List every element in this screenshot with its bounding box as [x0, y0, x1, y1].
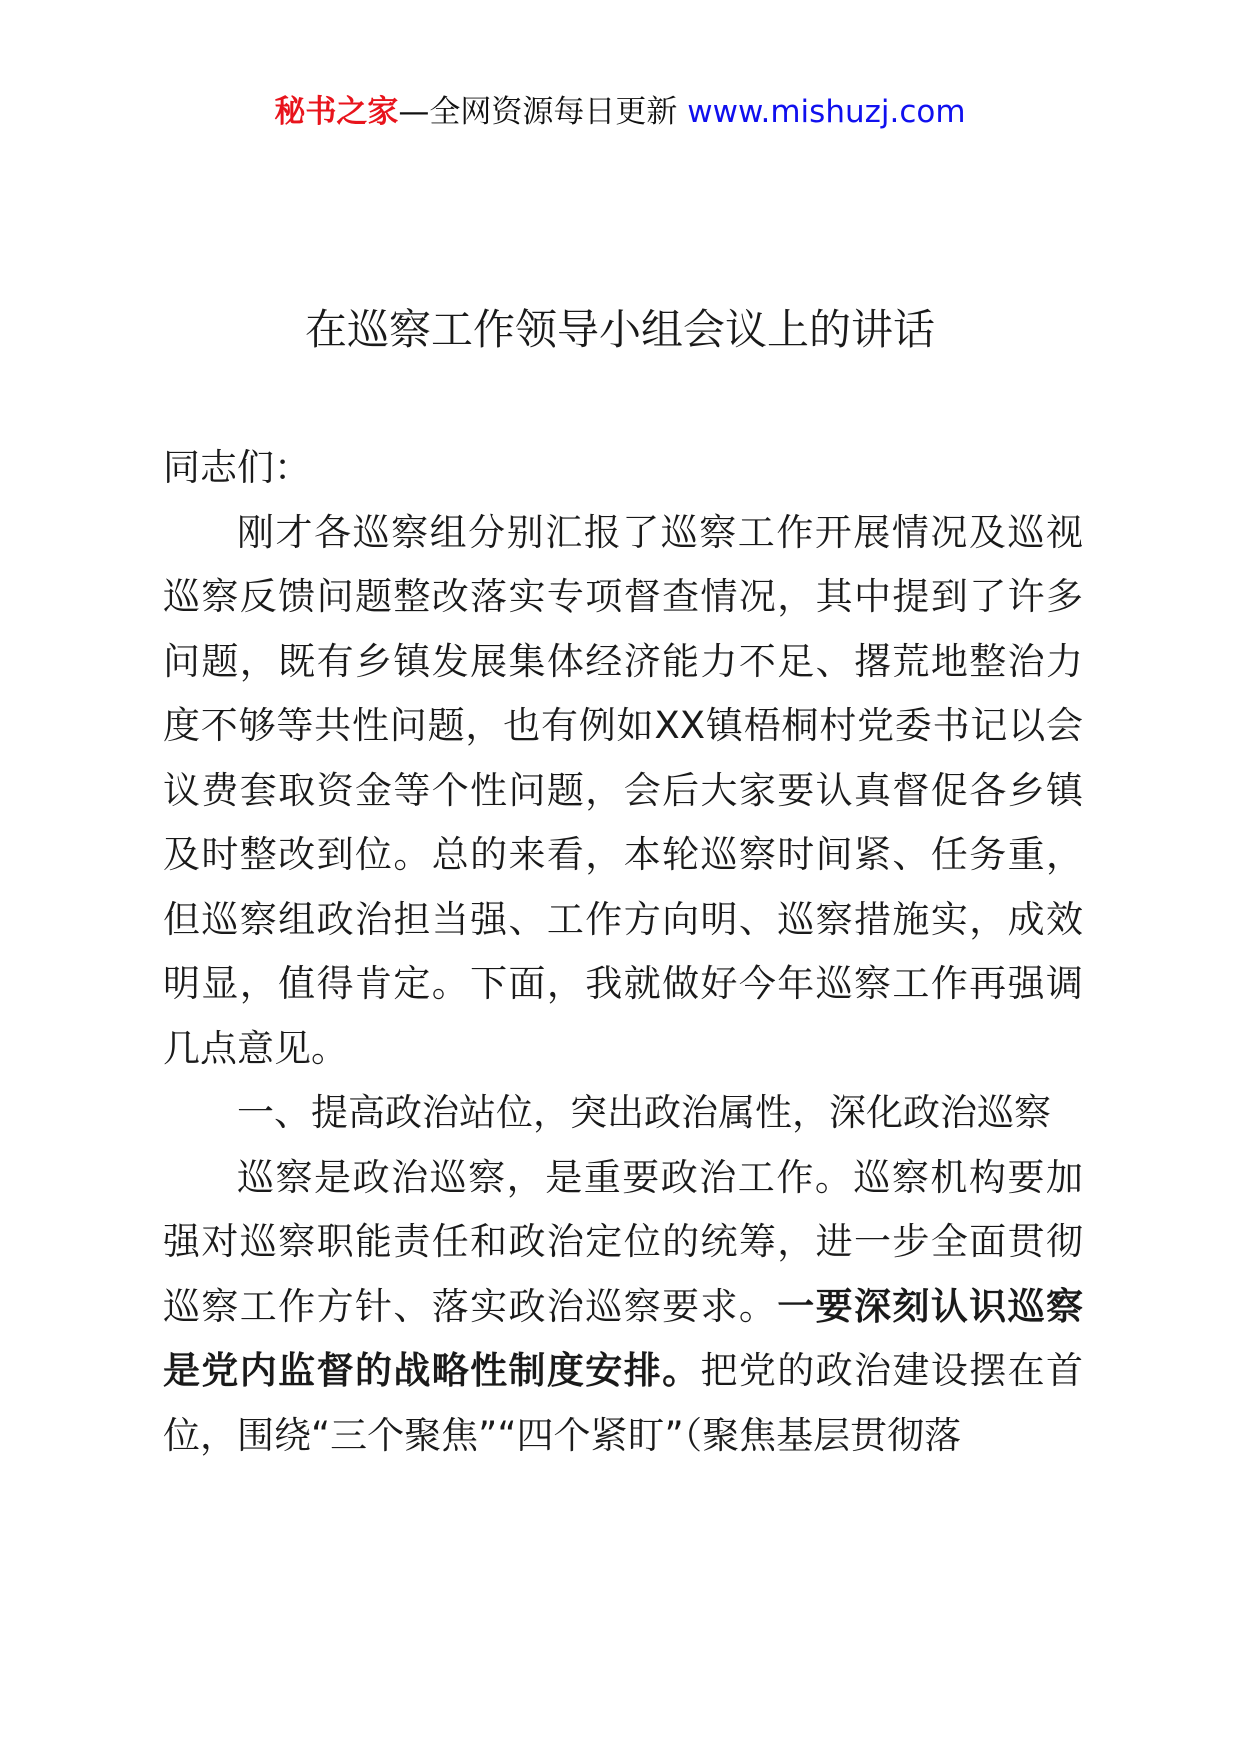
banner-slogan: —全网资源每日更新	[398, 94, 678, 130]
paragraph-text: 巡察是政治巡察，是重要政治工作。巡察机构要加强对巡察职能责任和政治定位的统筹，进一步全面贯彻巡察工作方针、落实政治巡察要求。	[163, 1155, 1083, 1328]
document-body	[163, 436, 1083, 1468]
paragraph-section-1	[163, 1146, 1083, 1469]
document-title: 在巡察工作领导小组会议上的讲话	[304, 305, 935, 354]
section-heading-1: 一、提高政治站位，突出政治属性，深化政治巡察	[237, 1091, 1051, 1134]
salutation: 同志们：	[163, 446, 311, 489]
paragraph-text-continued: 把党的政治建设摆在首位，围绕“三个聚焦”“四个紧盯”（聚焦基层贯彻落	[163, 1349, 1084, 1457]
brand-name: 秘书之家	[274, 94, 399, 130]
site-url-link[interactable]: www.mishuzj.com	[687, 94, 966, 130]
site-banner	[0, 92, 1240, 132]
bold-point-1: 一要深刻认识巡察是党内监督的战略性制度安排。	[163, 1284, 1084, 1392]
paragraph-intro: 刚才各巡察组分别汇报了巡察工作开展情况及巡视巡察反馈问题整改落实专项督查情况，其中提到了许多问题，既有乡镇发展集体经济能力不足、撂荒地整治力度不够等共性问题，也有例如XX镇梧桐村党委书记以会议费套取资金等个性问题，会后大家要认真督促各乡镇及时整改到位。总的来看，本轮巡察时间紧、任务重，但巡察组政治担当强、工作方向明、巡察措施实，成效明显，值得肯定。下面，我就做好今年巡察工作再强调几点意见。	[163, 510, 1083, 1070]
